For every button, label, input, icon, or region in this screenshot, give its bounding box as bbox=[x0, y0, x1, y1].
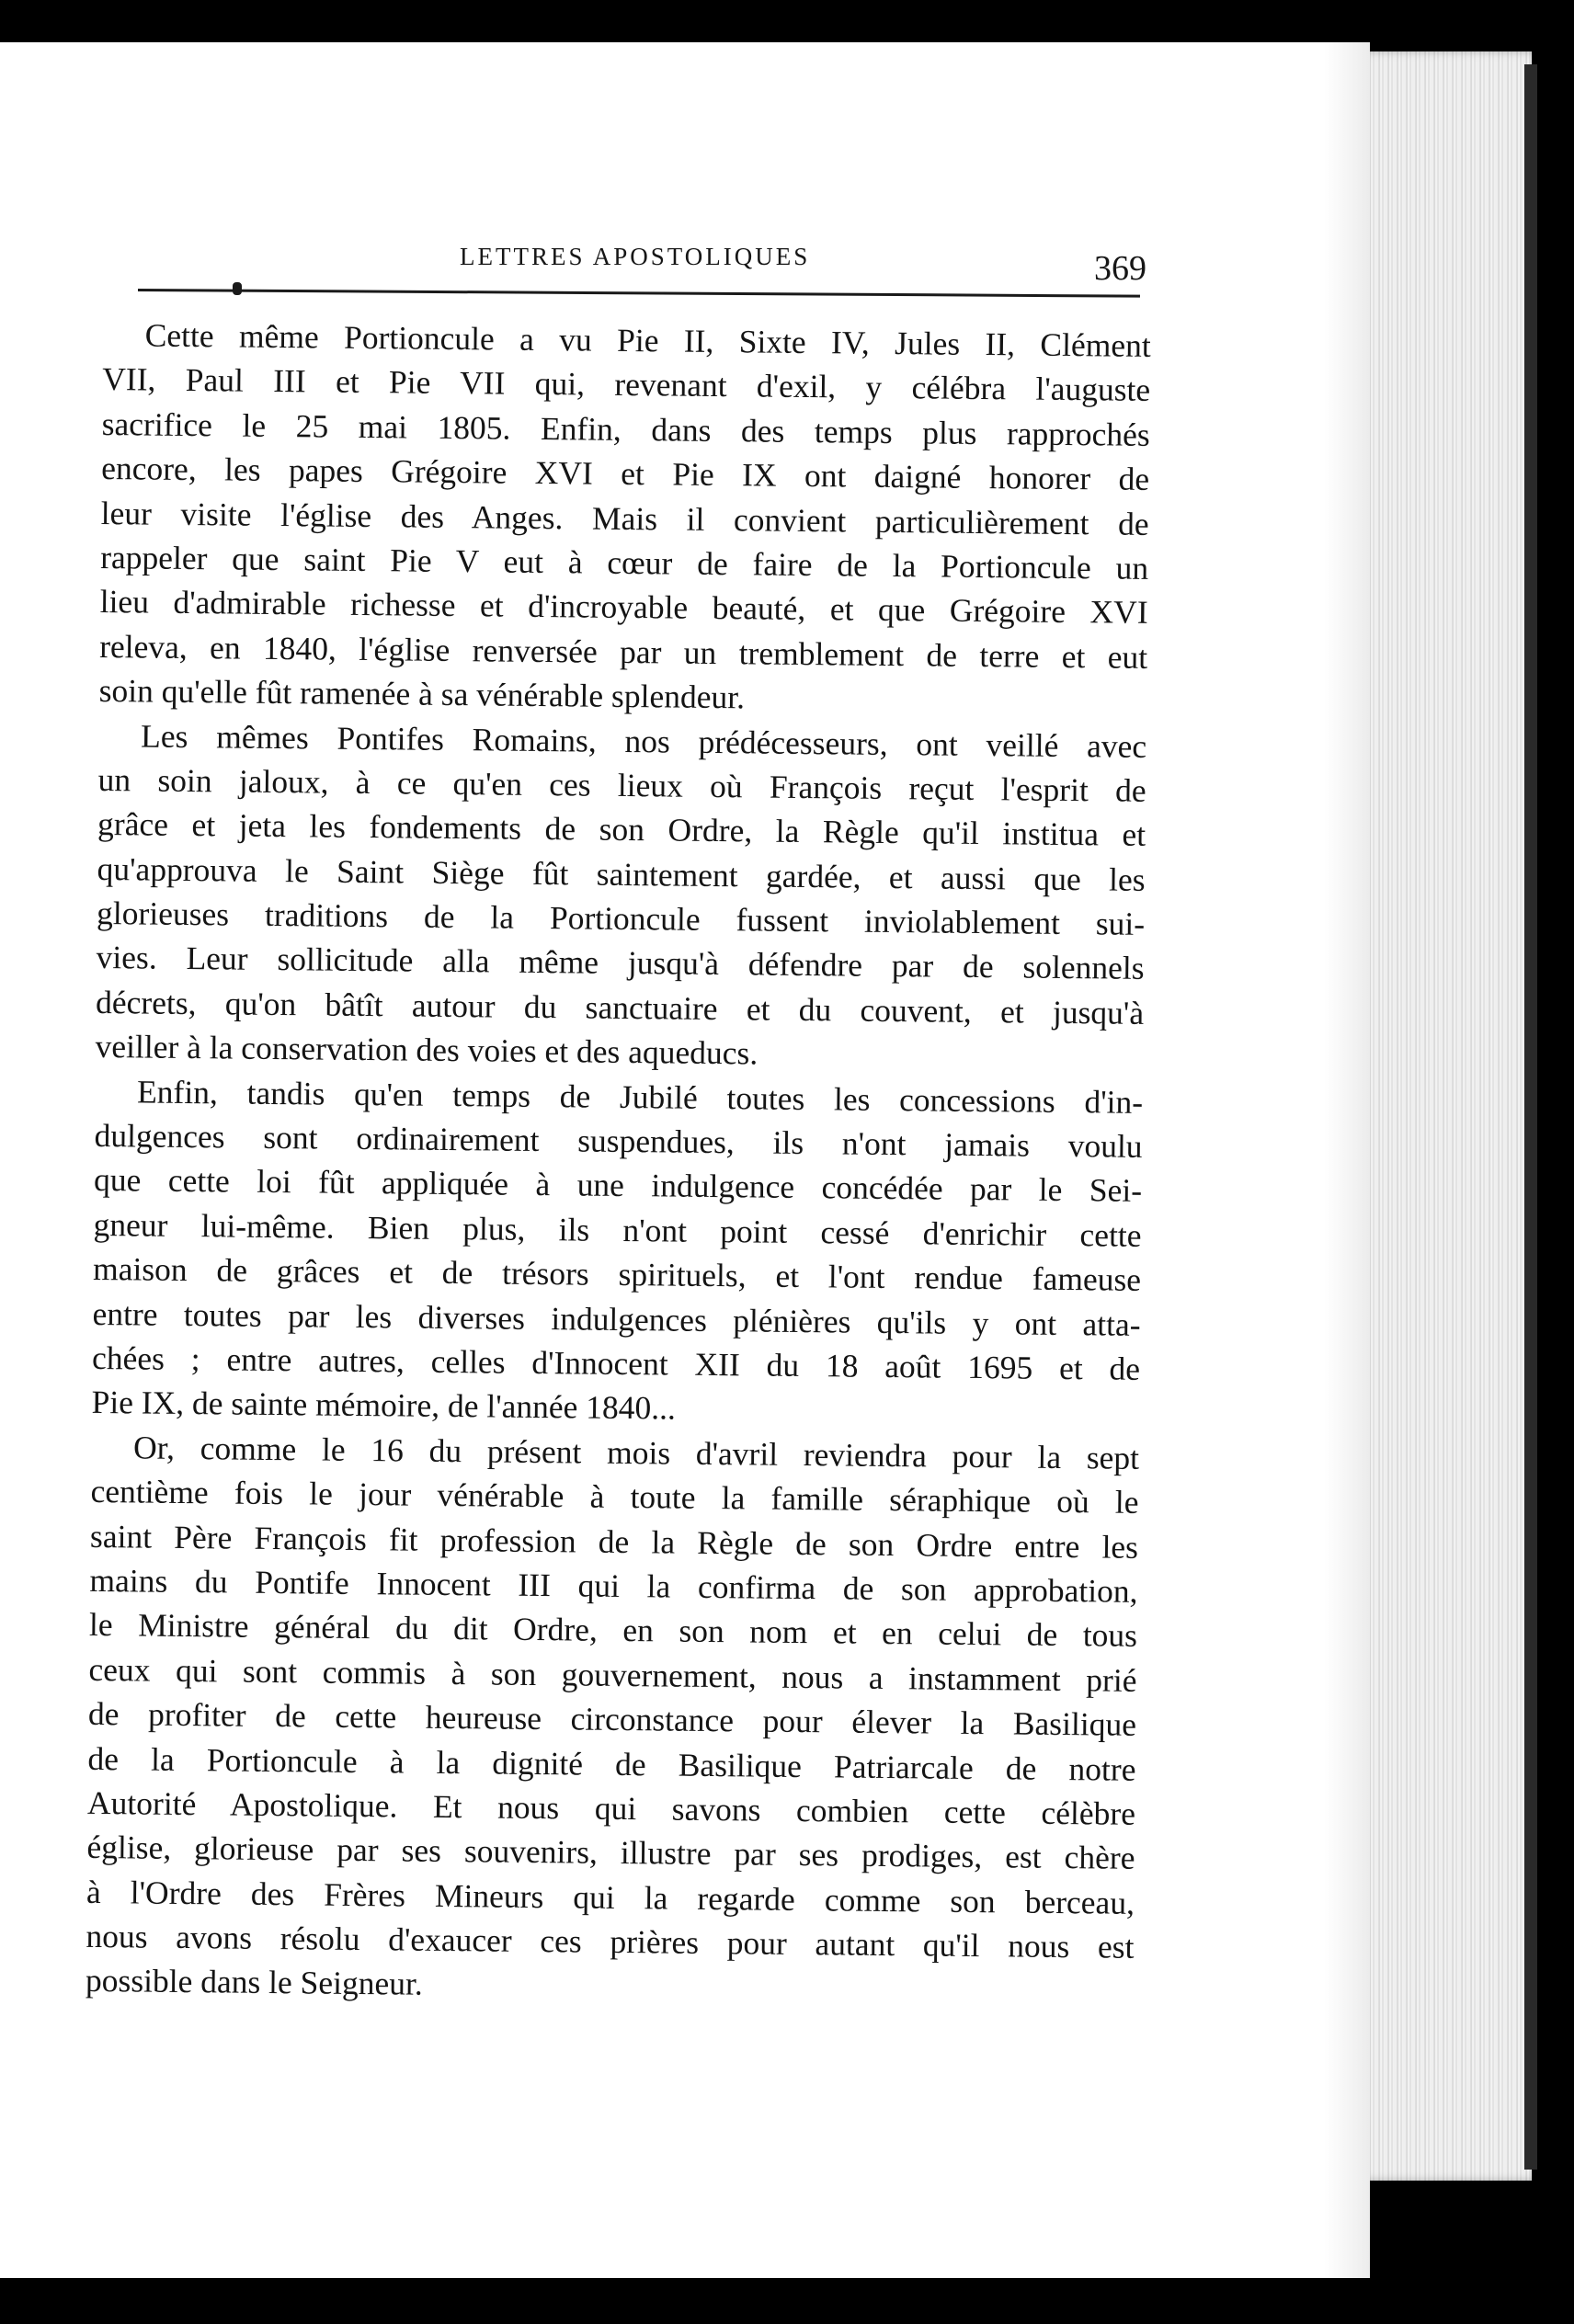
body-text bbox=[86, 313, 1151, 2014]
text-line: grâce et jeta les fondements de son Ordre, la Règle qu'il institua et bbox=[97, 805, 1146, 854]
text-line: Autorité Apostolique. Et nous qui savons combien cette célèbre bbox=[86, 1783, 1136, 1832]
text-line: glorieuses traditions de la Portioncule fussent inviolablement sui- bbox=[96, 894, 1146, 942]
text-line: ceux qui sont commis à son gouvernement, nous a instamment prié bbox=[88, 1650, 1137, 1699]
text-line: un soin jaloux, à ce qu'en ces lieux où François reçut l'esprit de bbox=[97, 760, 1146, 809]
text-line: nous avons résolu d'exaucer ces prières pour autant qu'il nous est bbox=[86, 1917, 1135, 1965]
paragraph bbox=[86, 1425, 1140, 2014]
page-number: 369 bbox=[1094, 249, 1146, 288]
text-line: à l'Ordre des Frères Mineurs qui la regarde comme son berceau, bbox=[86, 1873, 1135, 1921]
text-line: église, glorieuse par ses souvenirs, illustre par ses prodiges, est chère bbox=[86, 1828, 1135, 1877]
text-line: saint Père François fit profession de la Règle de son Ordre entre les bbox=[89, 1517, 1139, 1566]
text-line: veiller à la conservation des voies et des aqueducs. bbox=[95, 1028, 758, 1072]
text-line: vies. Leur sollicitude alla même jusqu'à défendre par de solennels bbox=[96, 939, 1145, 987]
text-line: de profiter de cette heureuse circonstance pour élever la Basilique bbox=[87, 1695, 1137, 1743]
page-gutter-shade bbox=[1324, 42, 1370, 2278]
header-rule-mark bbox=[233, 282, 242, 295]
paragraph bbox=[91, 1069, 1143, 1436]
page-header bbox=[138, 237, 1149, 292]
text-line: possible dans le Seigneur. bbox=[85, 1962, 423, 2003]
text-line: chées ; entre autres, celles d'Innocent XII du 18 août 1695 et de bbox=[91, 1339, 1141, 1387]
book-edge-shadow bbox=[1524, 64, 1537, 2170]
text-line: mains du Pontife Innocent III qui la confirma de son approbation, bbox=[89, 1561, 1138, 1610]
text-line: qu'approuva le Saint Siège fût saintement gardée, et aussi que les bbox=[97, 849, 1146, 898]
text-line: soin qu'elle fût ramenée à sa vénérable splendeur. bbox=[98, 672, 746, 716]
text-line: Or, comme le 16 du présent mois d'avril reviendra pour la sept bbox=[132, 1429, 1140, 1476]
text-line: le Ministre général du dit Ordre, en son nom et en celui de tous bbox=[88, 1606, 1138, 1655]
text-line: Pie IX, de sainte mémoire, de l'année 1840... bbox=[91, 1384, 677, 1427]
text-line: Cette même Portioncule a vu Pie II, Sixte IV, Jules II, Clément bbox=[144, 316, 1151, 364]
text-line: maison de grâces et de trésors spirituels, et l'ont rendue fameuse bbox=[92, 1250, 1142, 1299]
text-line: Enfin, tandis qu'en temps de Jubilé toutes les concessions d'in- bbox=[136, 1073, 1144, 1121]
text-line: dulgences sont ordinairement suspendues, ils n'ont jamais voulu bbox=[94, 1116, 1143, 1165]
text-line: encore, les papes Grégoire XVI et Pie IX ont daigné honorer de bbox=[101, 450, 1150, 498]
text-line: releva, en 1840, l'église renversée par un tremblement de terre et eut bbox=[98, 627, 1148, 676]
text-line: Les mêmes Pontifes Romains, nos prédécesseurs, ont veillé avec bbox=[140, 716, 1147, 765]
running-head: LETTRES APOSTOLIQUES bbox=[460, 243, 811, 270]
text-line: rappeler que saint Pie V eut à cœur de faire de la Portioncule un bbox=[100, 538, 1149, 587]
book-page-edges bbox=[1357, 51, 1532, 2181]
text-line: VII, Paul III et Pie VII qui, revenant d'exil, y célébra l'auguste bbox=[102, 360, 1151, 409]
text-line: centième fois le jour vénérable à toute la famille séraphique où le bbox=[90, 1473, 1139, 1521]
text-line: sacrifice le 25 mai 1805. Enfin, dans des temps plus rapprochés bbox=[101, 404, 1150, 453]
paragraph bbox=[95, 712, 1146, 1079]
text-line: gneur lui-même. Bien plus, ils n'ont point cessé d'enrichir cette bbox=[93, 1205, 1142, 1254]
text-line: entre toutes par les diverses indulgences plénières qu'ils y ont atta- bbox=[92, 1294, 1141, 1343]
paragraph bbox=[98, 313, 1150, 723]
text-line: de la Portioncule à la dignité de Basilique Patriarcale de notre bbox=[87, 1739, 1136, 1788]
text-line: que cette loi fût appliquée à une indulgence concédée par le Sei- bbox=[93, 1161, 1143, 1210]
text-line: lieu d'admirable richesse et d'incroyable beauté, et que Grégoire XVI bbox=[99, 583, 1148, 632]
text-line: décrets, qu'on bâtît autour du sanctuaire et du couvent, et jusqu'à bbox=[95, 983, 1145, 1031]
text-line: leur visite l'église des Anges. Mais il convient particulièrement de bbox=[100, 494, 1149, 542]
